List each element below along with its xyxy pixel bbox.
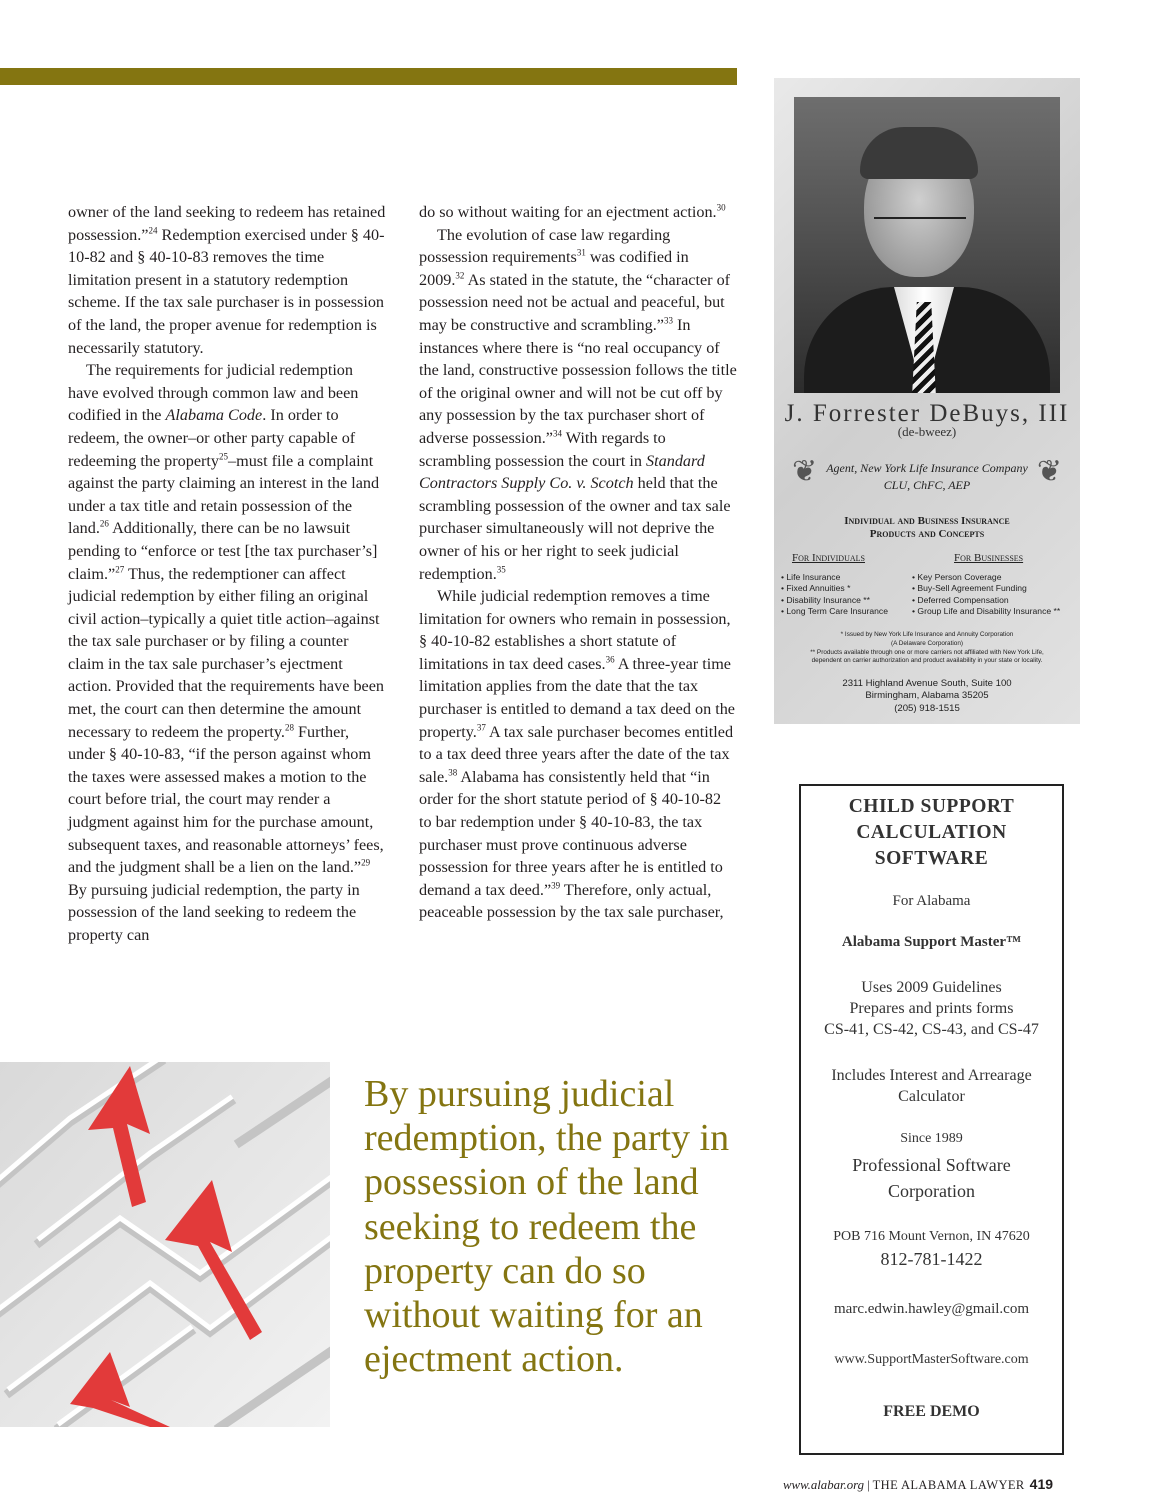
footnote-ref: 35 bbox=[496, 564, 506, 575]
footnote-ref: 30 bbox=[716, 202, 726, 213]
footnote-ref: 24 bbox=[148, 225, 158, 236]
insurance-disclaimer: * Issued by New York Life Insurance and Annuity Corporation (A Delaware Corporation) ** Products available through one or more carriers not affiliated with New York Life, dependent on carrier authorization and product availability in your state or locality. bbox=[810, 631, 1044, 665]
paragraph: While judicial redemption removes a time limitation for owners who remain in possession, § 40-10-82 establishes a short statute of limitations in tax deed cases.$^{36}$ A three-year time limitation applies from the date that the tax purchaser is entitled to demand a tax deed on the property.$^{37}$ A tax sale purchaser becomes entitled to a tax deed three years after the date of the tax sale.$^{38}$ Alabama has consistently held that “in order for the short statute period of § 40-10-82 to bar redemption under § 40-10-83, the tax purchaser must prove continuous adverse possession for three years after he is entitled to demand a tax deed.”$^{39}$ Therefore, only actual, peaceable possession by the tax sale purchaser, bbox=[419, 587, 735, 922]
software-address: POB 716 Mount Vernon, IN 47620 bbox=[833, 1229, 1030, 1244]
footnote-ref: 39 bbox=[551, 880, 561, 891]
software-email-link[interactable]: marc.edwin.hawley@gmail.com bbox=[834, 1301, 1029, 1317]
list-item: • Fixed Annuities * bbox=[781, 583, 851, 594]
page-number: 419 bbox=[1029, 1476, 1054, 1492]
paragraph: The evolution of case law regarding possession requirements$^{31}$ was codified in 2009.32 As stated in the statute, the “character of possession need not be actual and peaceful, but may be constructive and scrambling.”$^{33}$ In instances where there is “no real occupancy of the land, constructive possession follows the title of the original owner and will not be cut off by any possession by the tax purchaser short of adverse possession.”$^{34}$ With regards to scrambling possession the court in Standard Contractors Supply Co. v. Scotch held that the scrambling possession of the owner and tax sale purchaser simultaneously will not deprive the owner of his or her right to seek judicial redemption.$^{35}$ bbox=[419, 225, 737, 583]
list-item: • Disability Insurance ** bbox=[781, 594, 870, 605]
software-product-name: Alabama Support Master™ bbox=[841, 934, 1022, 950]
agent-name-pronunciation: (de-bweez) bbox=[897, 424, 957, 439]
software-feature-interest: Includes Interest and Arrearage Calculator bbox=[831, 1067, 1032, 1105]
software-state: For Alabama bbox=[892, 893, 971, 909]
footnote-ref: 28 bbox=[284, 722, 294, 733]
list-item: • Buy-Sell Agreement Funding bbox=[912, 583, 1027, 594]
footnote-ref: 27 bbox=[115, 564, 125, 575]
website-link[interactable]: www.alabar.org bbox=[783, 1478, 865, 1492]
pull-quote: By pursuing judicial redemption, the party in possession of the land seeking to redeem the property can do so without waiting for an ejectment action. bbox=[364, 1073, 730, 1381]
article-column-2 bbox=[419, 201, 737, 924]
footnote-ref: 34 bbox=[552, 428, 562, 439]
footer-separator: | bbox=[867, 1478, 870, 1492]
individuals-list bbox=[781, 572, 888, 617]
insurance-heading: Individual and Business Insurance Products and Concepts bbox=[844, 515, 1010, 540]
software-features: Uses 2009 Guidelines Prepares and prints forms CS-41, CS-42, CS-43, and CS-47 bbox=[824, 979, 1039, 1038]
footnote-ref: 36 bbox=[605, 654, 615, 665]
footnote-ref: 26 bbox=[99, 518, 109, 529]
agent-address: 2311 Highland Avenue South, Suite 100 Birmingham, Alabama 35205 (205) 918-1515 bbox=[842, 678, 1012, 714]
insurance-advertisement bbox=[774, 78, 1080, 724]
list-item: • Deferred Compensation bbox=[912, 594, 1009, 605]
citation-alabama-code: Alabama Code bbox=[165, 406, 263, 425]
footnote-ref: 32 bbox=[455, 270, 465, 281]
footnote-ref: 31 bbox=[576, 247, 586, 258]
case-citation: Standard Contractors Supply Co. v. Scotch bbox=[419, 451, 705, 493]
software-phone: 812-781-1422 bbox=[880, 1249, 983, 1269]
agent-name: J. Forrester DeBuys, III bbox=[784, 400, 1070, 427]
footnote-ref: 29 bbox=[361, 857, 371, 868]
software-since: Since 1989 bbox=[900, 1131, 963, 1146]
software-website-link[interactable]: www.SupportMasterSoftware.com bbox=[834, 1352, 1029, 1367]
agent-portrait-photo bbox=[794, 97, 1060, 393]
list-item: • Group Life and Disability Insurance ** bbox=[912, 605, 1061, 616]
individuals-heading: For Individuals bbox=[792, 552, 865, 564]
free-demo-label: FREE DEMO bbox=[883, 1403, 980, 1420]
software-advertisement bbox=[799, 784, 1064, 1455]
agent-title: Agent, New York Life Insurance Company CLU, ChFC, AEP bbox=[826, 461, 1028, 492]
software-ad-title: CHILD SUPPORT CALCULATION SOFTWARE bbox=[848, 796, 1015, 869]
list-item: • Long Term Care Insurance bbox=[781, 605, 888, 616]
paragraph: owner of the land seeking to redeem has retained possession.”$^{24}$ Redemption exercised under § 40-10-82 and § 40-10-83 removes the time limitation present in a statutory redemption scheme. If the tax sale purchaser is in possession of the land, the proper avenue for redemption is necessarily statutory. bbox=[68, 203, 386, 357]
footnote-ref: 38 bbox=[448, 767, 458, 778]
software-company: Professional Software Corporation bbox=[852, 1155, 1011, 1201]
footnote-ref: 33 bbox=[663, 315, 673, 326]
list-item: • Life Insurance bbox=[781, 572, 841, 582]
businesses-list bbox=[912, 572, 1060, 617]
paragraph: do so without waiting for an ejectment action.$^{30}$ bbox=[419, 202, 726, 221]
laurel-right-icon: ❦ bbox=[1036, 455, 1062, 488]
laurel-left-icon: ❦ bbox=[792, 455, 818, 488]
article-column-1 bbox=[68, 201, 386, 947]
businesses-heading: For Businesses bbox=[954, 552, 1024, 564]
footnote-ref: 37 bbox=[476, 722, 486, 733]
header-accent-bar bbox=[0, 68, 737, 85]
paragraph: The requirements for judicial redemption have evolved through common law and been codified in the Alabama Code. In order to redeem, the owner–or other party capable of redeeming the property$^{25}$–must file a complaint against the party claiming an interest in the land under a tax title and retain possession of the land.$^{26}$ Additionally, there can be no lawsuit pending to “enforce or test [the tax purchaser’s] claim.”$^{27}$ Thus, the redemptioner can affect judicial redemption by either filing an original civil action–typically a quiet title action–against the tax sale purchaser or by filing a counter claim in the tax sale purchaser’s ejectment action. Provided that the requirements have been met, the court can then determine the amount necessary to redeem the property.$^{28}$ Further, under § 40-10-83, “if the person against whom the taxes were assessed makes a motion to the court before trial, the court may render a judgment against him for the purchase amount, subsequent taxes, and reasonable attorneys’ fees, and the judgment shall be a lien on the land.”$^{29}$ By pursuing judicial redemption, the party in possession of the land seeking to redeem the property can bbox=[68, 361, 384, 944]
footnote-ref: 25 bbox=[219, 451, 229, 462]
maze-arrows-image bbox=[0, 1062, 330, 1427]
list-item: • Key Person Coverage bbox=[912, 572, 1002, 582]
magazine-title: THE ALABAMA LAWYER bbox=[872, 1478, 1025, 1492]
page-footer bbox=[783, 1476, 1053, 1493]
